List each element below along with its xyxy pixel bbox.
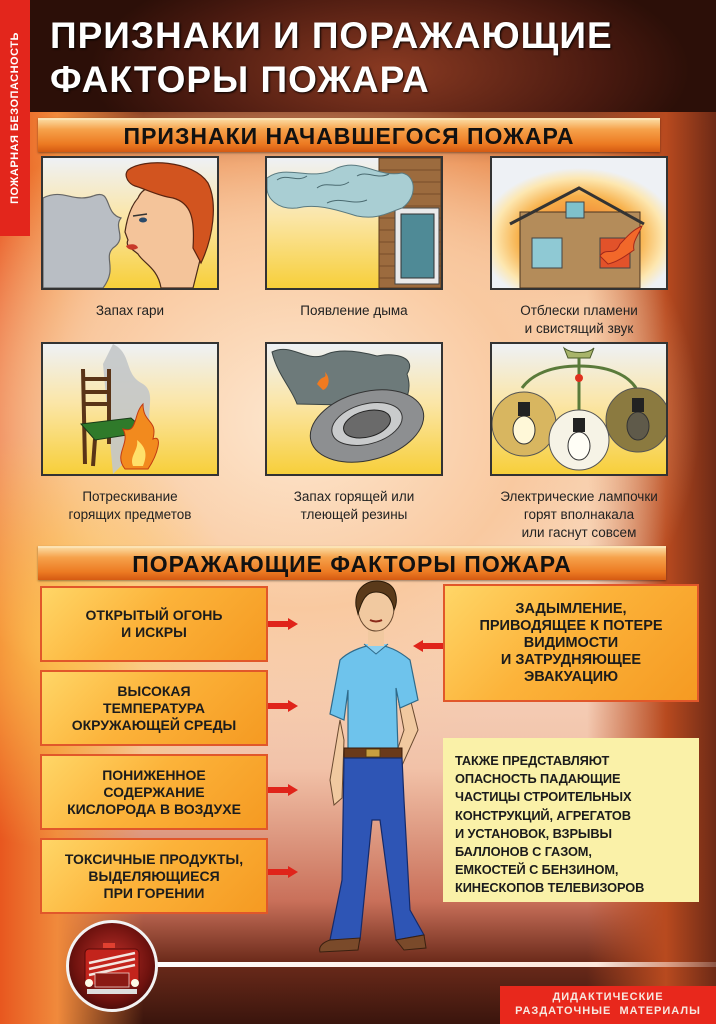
factor-open-fire: ОТКРЫТЫЙ ОГОНЬ И ИСКРЫ	[40, 586, 268, 662]
page-title-line1: ПРИЗНАКИ И ПОРАЖАЮЩИЕ	[50, 15, 613, 56]
smoldering-tire-icon	[265, 342, 443, 476]
sign-card	[265, 342, 443, 524]
signs-section-heading	[38, 118, 660, 152]
side-band	[0, 0, 30, 236]
factors-heading-text: ПОРАЖАЮЩИЕ ФАКТОРЫ ПОЖАРА	[132, 551, 572, 577]
smoke-from-window-icon	[265, 156, 443, 290]
dim-light-bulbs-icon	[490, 342, 668, 476]
sign-card	[41, 342, 219, 524]
sign-caption: Электрические лампочки горят вполнакала или гаснут совсем	[500, 489, 658, 540]
signs-heading-text: ПРИЗНАКИ НАЧАВШЕГОСЯ ПОЖАРА	[123, 123, 575, 149]
page-title-line2: ФАКТОРЫ ПОЖАРА	[50, 59, 430, 100]
arrow-right-icon	[268, 700, 298, 712]
arrow-right-icon	[268, 784, 298, 796]
factor-toxic-products: ТОКСИЧНЫЕ ПРОДУКТЫ, ВЫДЕЛЯЮЩИЕСЯ ПРИ ГОРЕНИИ	[40, 838, 268, 914]
sign-caption: Отблески пламени и свистящий звук	[520, 303, 638, 336]
sign-caption: Появление дыма	[300, 303, 408, 318]
factor-low-oxygen: ПОНИЖЕННОЕ СОДЕРЖАНИЕ КИСЛОРОДА В ВОЗДУХЕ	[40, 754, 268, 830]
sign-card	[265, 156, 443, 320]
woman-smelling-smoke-icon	[41, 156, 219, 290]
burning-chair-icon	[41, 342, 219, 476]
arrow-right-icon	[268, 866, 298, 878]
house-flames-icon	[490, 156, 668, 290]
sign-caption: Потрескивание горящих предметов	[68, 489, 192, 522]
factor-high-temperature: ВЫСОКАЯ ТЕМПЕРАТУРА ОКРУЖАЮЩЕЙ СРЕДЫ	[40, 670, 268, 746]
page-title	[50, 14, 613, 102]
footer-divider	[120, 962, 716, 967]
fire-truck-icon	[66, 920, 158, 1012]
sign-card	[490, 342, 668, 542]
factors-section-heading	[38, 546, 666, 580]
standing-man-icon	[300, 580, 430, 955]
sign-card	[490, 156, 668, 338]
didactic-materials-badge: ДИДАКТИЧЕСКИЕ РАЗДАТОЧНЫЕ МАТЕРИАЛЫ	[500, 986, 716, 1024]
side-band-label: ПОЖАРНАЯ БЕЗОПАСНОСТЬ	[9, 32, 21, 204]
sign-card	[41, 156, 219, 320]
factor-smoke: ЗАДЫМЛЕНИЕ, ПРИВОДЯЩЕЕ К ПОТЕРЕ ВИДИМОСТИ И ЗАТРУДНЯЮЩЕЕ ЭВАКУАЦИЮ	[443, 584, 699, 702]
sign-caption: Запах гари	[95, 303, 165, 318]
additional-hazards-note: ТАКЖЕ ПРЕДСТАВЛЯЮТ ОПАСНОСТЬ ПАДАЮЩИЕ ЧАСТИЦЫ СТРОИТЕЛЬНЫХ КОНСТРУКЦИЙ, АГРЕГАТОВ И УСТАНОВОК, ВЗРЫВЫ БАЛЛОНОВ С ГАЗОМ, ЕМКОСТЕЙ С БЕНЗИНОМ, КИНЕСКОПОВ ТЕЛЕВИЗОРОВ	[443, 738, 699, 902]
sign-caption: Запах горящей или тлеющей резины	[293, 489, 415, 522]
arrow-right-icon	[268, 618, 298, 630]
